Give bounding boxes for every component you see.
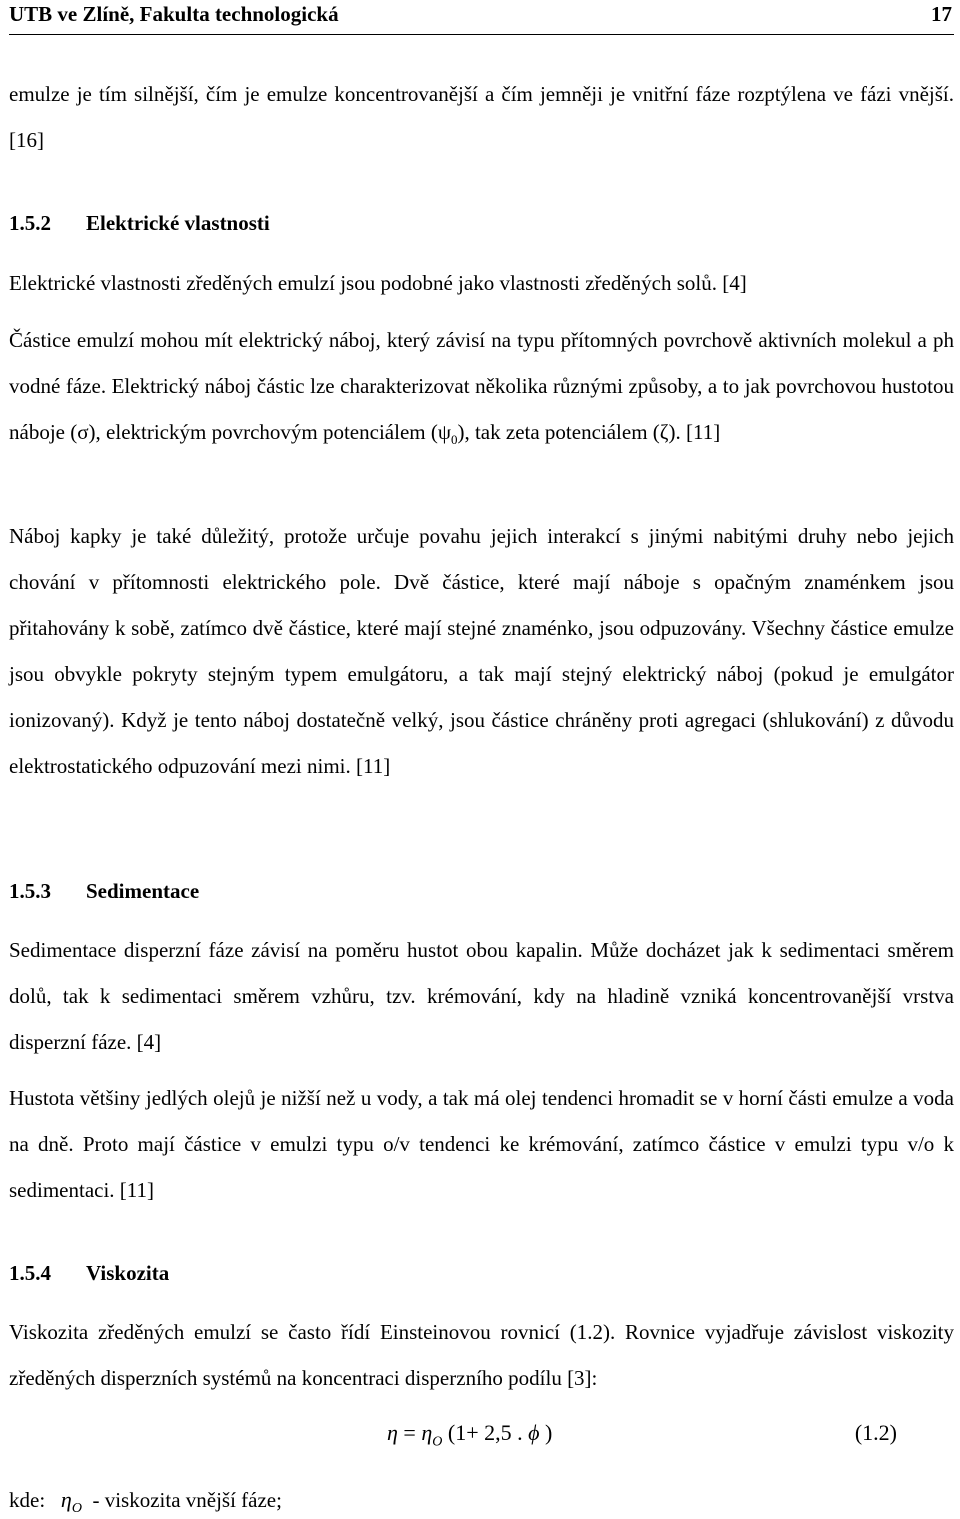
page-header [9, 0, 954, 35]
paragraph-elektricke-vlastnosti: Elektrické vlastnosti zředěných emulzí jsou podobné jako vlastnosti zředěných solů. [4] [9, 271, 747, 295]
paragraph-viskozita: Viskozita zředěných emulzí se často řídí Einsteinovou rovnicí (1.2). Rovnice vyjadřuje závislost viskozity zředěných disperzních systémů na koncentraci disperzního podílu [3]: [9, 1320, 954, 1390]
equation-bracket-open: (1+ 2,5 . [447, 1420, 523, 1445]
heading-number: 1.5.3 [9, 879, 51, 903]
page-number: 17 [931, 2, 952, 26]
paragraph-hustota-oleju: Hustota většiny jedlých olejů je nižší než u vody, a tak má olej tendenci hromadit se v horní části emulze a voda na dně. Proto mají částice v emulzi typu o/v tendenci ke krémování, zatímco částice v emulzi typu v/o k sedimentaci. [11] [9, 1086, 954, 1202]
paragraph-emulze-sila: emulze je tím silnější, čím je emulze koncentrovanější a čím jemněji je vnitřní fáze rozptýlena ve fázi vnější. [16] [9, 82, 954, 152]
heading-elektricke-vlastnosti [9, 211, 270, 236]
heading-sedimentace [9, 879, 199, 904]
paragraph-text: ), tak zeta potenciálem (ζ). [11] [457, 420, 721, 444]
heading-viskozita [9, 1261, 169, 1286]
heading-number: 1.5.4 [9, 1261, 51, 1285]
equals-sign: = [403, 1420, 416, 1445]
legend-symbol: η [60, 1487, 72, 1512]
legend-label: kde: [9, 1488, 46, 1512]
legend-symbol-subscript: O [71, 1501, 82, 1517]
phi-symbol: ϕ [528, 1420, 540, 1445]
paragraph-sedimentace: Sedimentace disperzní fáze závisí na poměru hustot obou kapalin. Může docházet jak k sedimentaci směrem dolů, tak k sedimentaci směrem vzhůru, tzv. krémování, kdy na hladině vzniká koncentrovanější vrstva disperzní fáze. [4] [9, 938, 954, 1054]
psi-subscript: 0 [450, 432, 458, 448]
eta-o-symbol: η [421, 1420, 433, 1445]
equation-legend [9, 1487, 282, 1517]
equation-einstein [9, 1420, 954, 1460]
paragraph-naboj-kapky: Náboj kapky je také důležitý, protože určuje povahu jejich interakcí s jinými nabitými druhy nebo jejich chování v přítomnosti elektrického pole. Dvě částice, které mají náboje s opačným znaménkem jsou přitahovány k sobě, zatímco dvě částice, které mají stejné znaménko, jsou odpuzovány. Všechny částice emulze jsou obvykle pokryty stejným typem emulgátoru, a tak mají stejný elektrický náboj (pokud je emulgátor ionizovaný). Když je tento náboj dostatečně velký, jsou částice chráněny proti agregaci (shlukování) z důvodu elektrostatického odpuzování mezi nimi. [11] [9, 524, 954, 778]
paragraph-naboj-castic [9, 317, 954, 463]
heading-number: 1.5.2 [9, 211, 51, 235]
eta-subscript: O [432, 1434, 443, 1450]
heading-title: Sedimentace [86, 879, 200, 903]
equation-formula [387, 1420, 552, 1450]
eta-symbol: η [387, 1420, 398, 1445]
legend-description: - viskozita vnější fáze; [92, 1488, 282, 1512]
header-title: UTB ve Zlíně, Fakulta technologická [9, 2, 339, 26]
equation-number: (1.2) [854, 1420, 897, 1445]
paragraph-text: Částice emulzí mohou mít elektrický náboj, který závisí na typu přítomných povrchově aktivních molekul a ph vodné fáze. Elektrický náboj částic lze charakterizovat několika různými způsoby, a to jak povrchovou hustotou náboje (σ), elektrickým povrchovým potenciálem (ψ [9, 328, 954, 444]
heading-title: Elektrické vlastnosti [86, 211, 270, 235]
heading-title: Viskozita [86, 1261, 170, 1285]
equation-bracket-close: ) [545, 1420, 553, 1445]
